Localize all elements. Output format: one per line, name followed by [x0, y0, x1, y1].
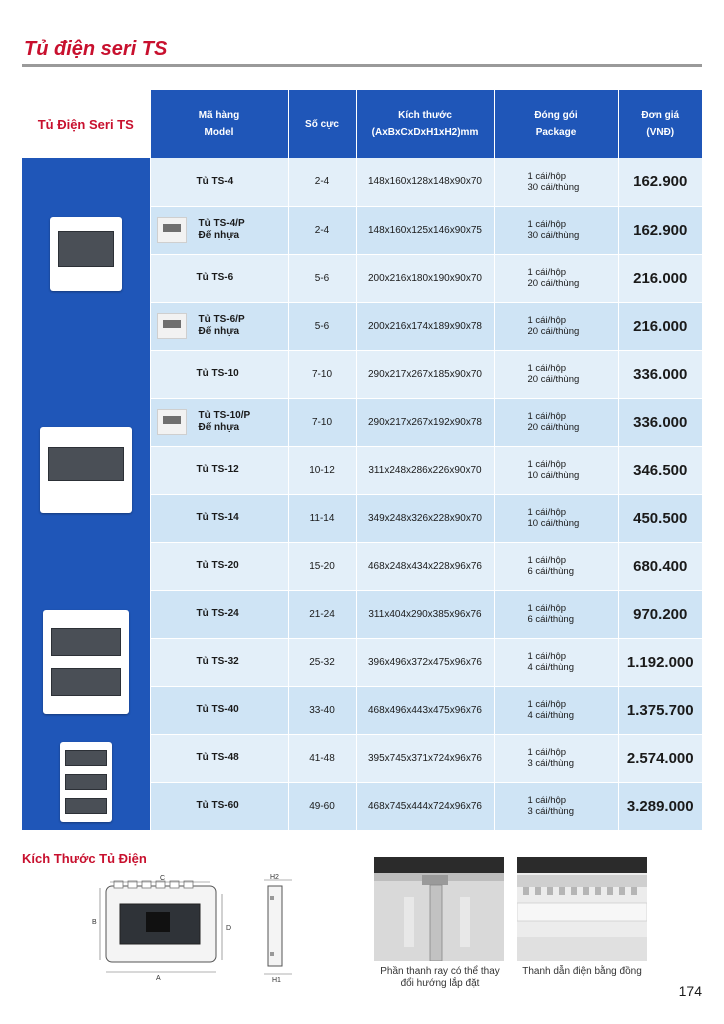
cell-dimensions: 396x496x372x475x96x76 — [356, 638, 494, 686]
enclosure-window — [48, 447, 124, 481]
model-inner — [197, 176, 288, 188]
model-inner — [197, 800, 288, 812]
model-inner — [157, 313, 288, 339]
page-number: 174 — [678, 983, 702, 999]
cell-poles: 2-4 — [288, 206, 356, 254]
header-package-en: Package — [535, 127, 577, 138]
cell-price: 1.192.000 — [618, 638, 702, 686]
model-inner — [197, 560, 288, 572]
model-inner — [197, 464, 288, 476]
dim-label-b: B — [92, 919, 97, 926]
cell-poles: 7-10 — [288, 350, 356, 398]
cell-package — [494, 446, 618, 494]
cell-price: 2.574.000 — [618, 734, 702, 782]
plastic-base-icon — [157, 313, 187, 339]
header-price — [618, 90, 702, 158]
cell-price: 216.000 — [618, 254, 702, 302]
cell-poles: 5-6 — [288, 302, 356, 350]
model-text — [199, 218, 245, 242]
cell-dimensions: 395x745x371x724x96x76 — [356, 734, 494, 782]
header-model-en: Model — [204, 127, 234, 138]
enclosure-window — [65, 798, 107, 814]
front-dimension-drawing — [84, 872, 234, 984]
cell-package — [494, 638, 618, 686]
header-size-vi: Kích thước — [398, 110, 452, 121]
header-package — [494, 90, 618, 158]
photo-copper-bar-caption: Thanh dẫn điện bằng đồng — [522, 966, 642, 977]
cell-package — [494, 494, 618, 542]
cell-dimensions: 468x745x444x724x96x76 — [356, 782, 494, 830]
model-text — [197, 176, 234, 188]
cell-price: 346.500 — [618, 446, 702, 494]
model-text — [197, 608, 239, 620]
cell-package — [494, 158, 618, 206]
table-row — [22, 734, 702, 782]
header-price-vi: Đơn giá — [641, 110, 680, 121]
model-text — [199, 410, 251, 434]
photo-copper-bar — [517, 857, 647, 961]
cell-price: 680.400 — [618, 542, 702, 590]
model-inner — [197, 656, 288, 668]
model-text — [197, 272, 234, 284]
cell-package — [494, 542, 618, 590]
cell-model — [150, 254, 288, 302]
cell-package — [494, 590, 618, 638]
cell-price: 162.900 — [618, 206, 702, 254]
model-name: Tủ TS-14 — [196, 512, 239, 523]
model-name: Tủ TS-48 — [196, 752, 239, 763]
product-image-ts-small — [22, 158, 150, 350]
enclosure-window — [65, 774, 107, 790]
cell-dimensions: 468x496x443x475x96x76 — [356, 686, 494, 734]
table-row — [22, 590, 702, 638]
enclosure-window — [65, 750, 107, 766]
cell-model — [150, 542, 288, 590]
cell-model — [150, 446, 288, 494]
cell-model — [150, 686, 288, 734]
cell-dimensions: 311x248x286x226x90x70 — [356, 446, 494, 494]
cell-model — [150, 398, 288, 446]
model-name: Tủ TS-6/P — [198, 314, 245, 325]
model-name: Tủ TS-60 — [196, 800, 239, 811]
model-text — [199, 314, 245, 338]
cell-model — [150, 494, 288, 542]
dim-label-a: A — [156, 975, 161, 982]
model-sub: Đế nhựa — [198, 230, 240, 241]
model-name: Tủ TS-10 — [196, 368, 239, 379]
cell-poles: 11-14 — [288, 494, 356, 542]
model-text — [197, 560, 239, 572]
package-per-box: 1 cái/hộp — [527, 603, 567, 614]
cell-package — [494, 398, 618, 446]
side-dimension-drawing — [258, 872, 298, 984]
cell-poles: 7-10 — [288, 398, 356, 446]
model-text — [197, 800, 239, 812]
table-corner-label: Tủ Điện Seri TS — [22, 90, 150, 158]
cell-price: 970.200 — [618, 590, 702, 638]
model-text — [197, 752, 239, 764]
package-per-box: 1 cái/hộp — [527, 363, 567, 374]
model-name: Tủ TS-6 — [196, 272, 234, 283]
cell-dimensions: 311x404x290x385x96x76 — [356, 590, 494, 638]
cell-model — [150, 638, 288, 686]
header-package-vi: Đóng gói — [534, 110, 578, 121]
package-per-box: 1 cái/hộp — [527, 219, 567, 230]
package-per-carton: 20 cái/thùng — [527, 326, 580, 337]
cell-package — [494, 302, 618, 350]
cell-package — [494, 206, 618, 254]
cell-model — [150, 350, 288, 398]
cell-poles: 33-40 — [288, 686, 356, 734]
package-per-carton: 10 cái/thùng — [527, 470, 580, 481]
cell-price: 3.289.000 — [618, 782, 702, 830]
package-per-box: 1 cái/hộp — [527, 459, 567, 470]
model-inner — [197, 272, 288, 284]
package-per-carton: 30 cái/thùng — [527, 230, 580, 241]
cell-package — [494, 782, 618, 830]
model-name: Tủ TS-20 — [196, 560, 239, 571]
package-per-box: 1 cái/hộp — [527, 795, 567, 806]
dim-label-h1: H1 — [272, 977, 281, 984]
cell-poles: 15-20 — [288, 542, 356, 590]
enclosure-photo — [40, 427, 132, 513]
table-row — [22, 158, 702, 206]
model-name: Tủ TS-4 — [196, 175, 234, 187]
enclosure-photo — [43, 610, 129, 714]
price-table — [22, 90, 702, 831]
enclosure-photo — [50, 217, 122, 291]
plastic-base-icon — [157, 217, 187, 243]
model-text — [197, 464, 239, 476]
cell-poles: 25-32 — [288, 638, 356, 686]
model-sub: Đế nhựa — [198, 326, 240, 337]
model-name: Tủ TS-40 — [196, 704, 239, 715]
cell-price: 336.000 — [618, 350, 702, 398]
cell-price: 450.500 — [618, 494, 702, 542]
package-per-box: 1 cái/hộp — [527, 411, 567, 422]
package-per-carton: 4 cái/thùng — [527, 710, 574, 721]
cell-model — [150, 302, 288, 350]
package-per-box: 1 cái/hộp — [527, 651, 567, 662]
cell-model — [150, 734, 288, 782]
dim-label-c: C — [160, 875, 166, 882]
cell-price: 1.375.700 — [618, 686, 702, 734]
cell-package — [494, 686, 618, 734]
model-name: Tủ TS-32 — [196, 656, 239, 667]
model-inner — [157, 217, 288, 243]
package-per-carton: 20 cái/thùng — [527, 374, 580, 385]
package-per-box: 1 cái/hộp — [527, 699, 567, 710]
package-per-carton: 30 cái/thùng — [527, 181, 580, 193]
package-per-carton: 4 cái/thùng — [527, 662, 574, 673]
enclosure-window — [58, 231, 114, 267]
package-per-carton: 20 cái/thùng — [527, 422, 580, 433]
package-per-box: 1 cái/hộp — [527, 555, 567, 566]
cell-dimensions: 290x217x267x192x90x78 — [356, 398, 494, 446]
model-name: Tủ TS-24 — [196, 608, 239, 619]
photo-din-rail-caption-2: đổi hướng lắp đặt — [400, 978, 480, 989]
cell-poles: 41-48 — [288, 734, 356, 782]
cell-model — [150, 782, 288, 830]
title-divider — [22, 64, 702, 67]
table-header-row — [22, 90, 702, 158]
package-per-carton: 6 cái/thùng — [527, 614, 574, 625]
cell-model — [150, 590, 288, 638]
enclosure-photo — [60, 742, 112, 822]
cell-dimensions: 148x160x128x148x90x70 — [356, 158, 494, 206]
package-per-carton: 3 cái/thùng — [527, 806, 574, 817]
dim-label-h2: H2 — [270, 874, 279, 881]
cell-dimensions: 200x216x180x190x90x70 — [356, 254, 494, 302]
table-row — [22, 350, 702, 398]
package-per-carton: 3 cái/thùng — [527, 758, 574, 769]
model-inner — [197, 704, 288, 716]
model-inner — [157, 409, 288, 435]
model-inner — [197, 608, 288, 620]
dim-label-d: D — [226, 925, 232, 932]
cell-poles: 5-6 — [288, 254, 356, 302]
cell-price: 216.000 — [618, 302, 702, 350]
cell-package — [494, 350, 618, 398]
photo-din-rail-caption-1: Phần thanh ray có thể thay — [380, 966, 500, 977]
package-per-carton: 6 cái/thùng — [527, 566, 574, 577]
plastic-base-icon — [157, 409, 187, 435]
header-size-en: (AxBxCxDxH1xH2)mm — [371, 127, 479, 138]
model-inner — [197, 368, 288, 380]
package-per-box: 1 cái/hộp — [527, 747, 567, 758]
cell-dimensions: 349x248x326x228x90x70 — [356, 494, 494, 542]
package-per-box: 1 cái/hộp — [527, 267, 567, 278]
product-image-ts-xlarge — [22, 734, 150, 830]
table-body — [22, 158, 702, 830]
dimensions-title: Kích Thước Tủ Điện — [22, 851, 147, 866]
cell-package — [494, 254, 618, 302]
page-title: Tủ điện seri TS — [24, 38, 168, 60]
cell-price: 162.900 — [618, 158, 702, 206]
model-text — [197, 704, 239, 716]
model-name: Tủ TS-10/P — [198, 410, 251, 421]
photo-din-rail — [374, 857, 504, 961]
model-inner — [197, 752, 288, 764]
header-model-vi: Mã hàng — [198, 110, 240, 121]
model-text — [197, 368, 239, 380]
model-sub: Đế nhựa — [198, 422, 240, 433]
package-per-box: 1 cái/hộp — [527, 315, 567, 326]
enclosure-window — [51, 668, 121, 696]
header-price-en: (VNĐ) — [646, 127, 675, 138]
cell-price: 336.000 — [618, 398, 702, 446]
model-name: Tủ TS-4/P — [198, 218, 245, 229]
header-poles: Số cực — [288, 90, 356, 158]
cell-package — [494, 734, 618, 782]
package-per-carton: 20 cái/thùng — [527, 278, 580, 289]
product-image-ts-medium — [22, 350, 150, 590]
cell-model — [150, 158, 288, 206]
package-per-carton: 10 cái/thùng — [527, 518, 580, 529]
package-per-box: 1 cái/hộp — [527, 507, 567, 518]
model-name: Tủ TS-12 — [196, 464, 239, 475]
photo-din-rail-caption — [362, 966, 518, 990]
product-image-ts-large — [22, 590, 150, 734]
header-size — [356, 90, 494, 158]
cell-dimensions: 290x217x267x185x90x70 — [356, 350, 494, 398]
cell-dimensions: 148x160x125x146x90x75 — [356, 206, 494, 254]
cell-dimensions: 200x216x174x189x90x78 — [356, 302, 494, 350]
package-per-box: 1 cái/hộp — [527, 170, 567, 182]
model-text — [197, 656, 239, 668]
cell-model — [150, 206, 288, 254]
cell-poles: 21-24 — [288, 590, 356, 638]
model-text — [197, 512, 239, 524]
cell-poles: 10-12 — [288, 446, 356, 494]
header-model — [150, 90, 288, 158]
cell-poles: 49-60 — [288, 782, 356, 830]
cell-dimensions: 468x248x434x228x96x76 — [356, 542, 494, 590]
cell-poles: 2-4 — [288, 158, 356, 206]
enclosure-window — [51, 628, 121, 656]
model-inner — [197, 512, 288, 524]
